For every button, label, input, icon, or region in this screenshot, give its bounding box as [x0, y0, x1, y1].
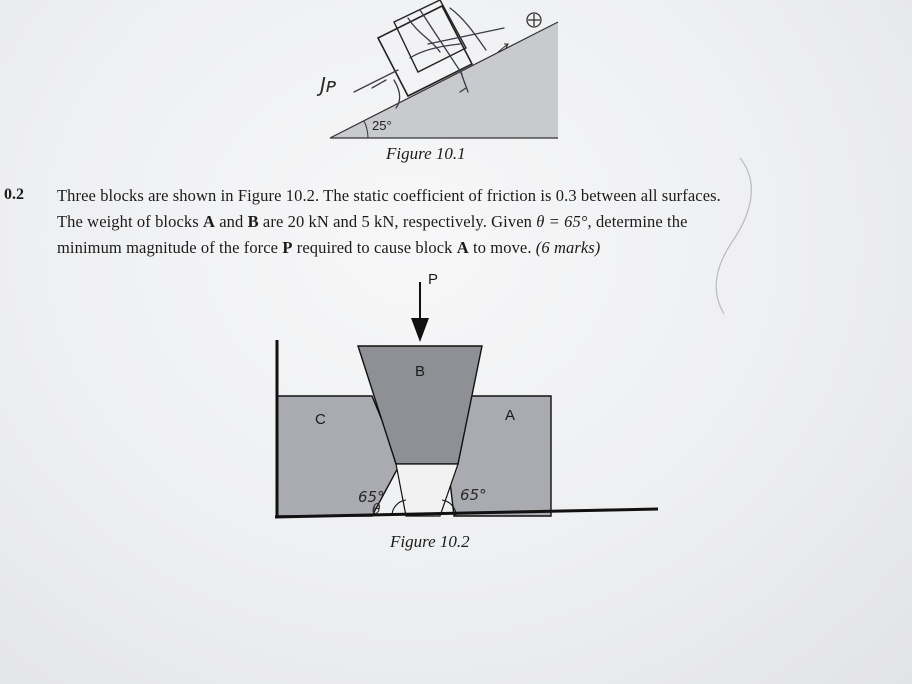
question-line-2-and: and [215, 212, 248, 231]
marks-label: (6 marks) [535, 238, 601, 257]
handwritten-mark: Jᴘ [320, 73, 337, 97]
block-a-ref-2: A [456, 238, 469, 257]
left-angle-handwritten: 65° [358, 488, 385, 506]
block-b-label: B [415, 363, 426, 380]
block-c-label: C [315, 411, 326, 428]
question-line-3-mid: required to cause block [292, 238, 457, 257]
question-line-2-post: are 20 kN and 5 kN, respectively. Given [258, 212, 537, 231]
wedge-gap [396, 464, 458, 516]
block-b-ref: B [247, 212, 259, 231]
incline-angle-label: 25° [372, 118, 392, 133]
block-a-label: A [505, 407, 516, 424]
left-theta-symbol: θ [372, 502, 381, 518]
block-a-ref: A [202, 212, 216, 231]
incline-block-upper [394, 0, 466, 72]
question-number: 0.2 [4, 186, 24, 203]
force-p-label: P [428, 271, 439, 288]
question-line-2-pre: The weight of blocks [57, 212, 203, 231]
question-line-3 [57, 238, 600, 258]
force-p-arrowhead [411, 318, 429, 342]
theta-expression: θ = 65° [536, 212, 588, 231]
figure-10-2-diagram [260, 262, 670, 524]
question-line-2-end: , determine the [587, 212, 688, 231]
question-line-3-pre: minimum magnitude of the force [57, 238, 283, 257]
right-angle-handwritten: 65° [460, 486, 487, 504]
question-line-2 [57, 212, 688, 232]
question-line-1: Three blocks are shown in Figure 10.2. The static coefficient of friction is 0.3 between all surfaces. [57, 186, 721, 205]
pencil-curve [680, 150, 770, 320]
question-line-3-post: to move. [468, 238, 536, 257]
force-p-ref: P [282, 238, 293, 257]
figure-10-2-caption: Figure 10.2 [390, 532, 470, 551]
figure-10-1-diagram [290, 0, 580, 145]
figure-10-1-caption: Figure 10.1 [386, 144, 466, 163]
